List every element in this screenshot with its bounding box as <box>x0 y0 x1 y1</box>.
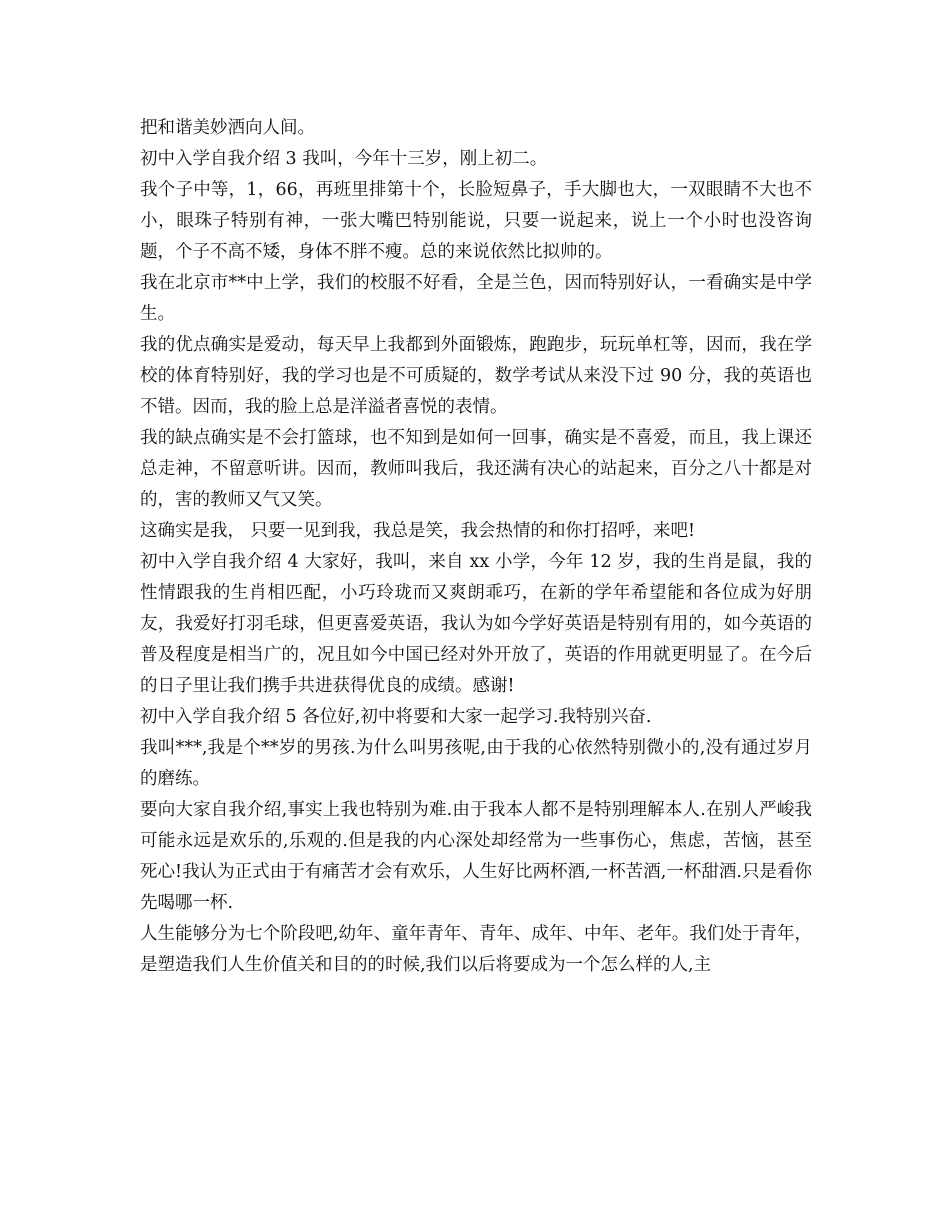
paragraph: 初中入学自我介绍 3 我叫，今年十三岁，刚上初二。 <box>140 149 548 169</box>
paragraph: 把和谐美妙洒向人间。 <box>140 118 315 138</box>
paragraph: 人生能够分为七个阶段吧,幼年、童年青年、青年、成年、中年、老年。我们处于青年，是塑造我们人生价值关和目的的时候,我们以后将要成为一个怎么样的人,主 <box>140 924 812 975</box>
paragraph: 我个子中等，1，66，再班里排第十个，长脸短鼻子，手大脚也大，一双眼睛不大也不小，眼珠子特别有神，一张大嘴巴特别能说，只要一说起来，说上一个小时也没咨询题，个子不高不矮，身体不胖不瘦。总的来说依然比拟帅的。 <box>140 180 812 262</box>
paragraph: 初中入学自我介绍 4 大家好，我叫，来自 xx 小学，今年 12 岁，我的生肖是鼠，我的性情跟我的生肖相匹配，小巧玲珑而又爽朗乖巧，在新的学年希望能和各位成为好朋友，我爱好打羽毛球，但更喜爱英语，我认为如今学好英语是特别有用的，如今英语的普及程度是相当广的，况且如今中国已经对外开放了，英语的作用就更明显了。在今后的日子里让我们携手共进获得优良的成绩。感谢! <box>140 552 812 696</box>
paragraph: 初中入学自我介绍 5 各位好,初中将要和大家一起学习.我特别兴奋. <box>140 707 652 727</box>
paragraph: 我叫***,我是个**岁的男孩.为什么叫男孩呢,由于我的心依然特别微小的,没有通过岁月的磨练。 <box>140 738 812 789</box>
paragraph: 要向大家自我介绍,事实上我也特别为难.由于我本人都不是特别理解本人.在别人严峻我可能永远是欢乐的,乐观的.但是我的内心深处却经常为一些事伤心，焦虑，苦恼，甚至死心!我认为正式由于有痛苦才会有欢乐，人生好比两杯酒,一杯苦酒,一杯甜酒.只是看你先喝哪一杯. <box>140 800 812 913</box>
paragraph: 我在北京市**中上学，我们的校服不好看，全是兰色，因而特别好认，一看确实是中学生。 <box>140 273 812 324</box>
paragraph: 我的缺点确实是不会打篮球，也不知到是如何一回事，确实是不喜爱，而且，我上课还总走神，不留意听讲。因而，教师叫我后，我还满有决心的站起来，百分之八十都是对的，害的教师又气又笑。 <box>140 428 812 510</box>
document-body <box>140 113 812 981</box>
paragraph: 我的优点确实是爱动，每天早上我都到外面锻炼，跑跑步，玩玩单杠等，因而，我在学校的体育特别好，我的学习也是不可质疑的，数学考试从来没下过 90 分，我的英语也不错。因而，我的脸上总是洋溢者喜悦的表情。 <box>140 335 812 417</box>
paragraph: 这确实是我， 只要一见到我，我总是笑，我会热情的和你打招呼，来吧! <box>140 521 696 541</box>
